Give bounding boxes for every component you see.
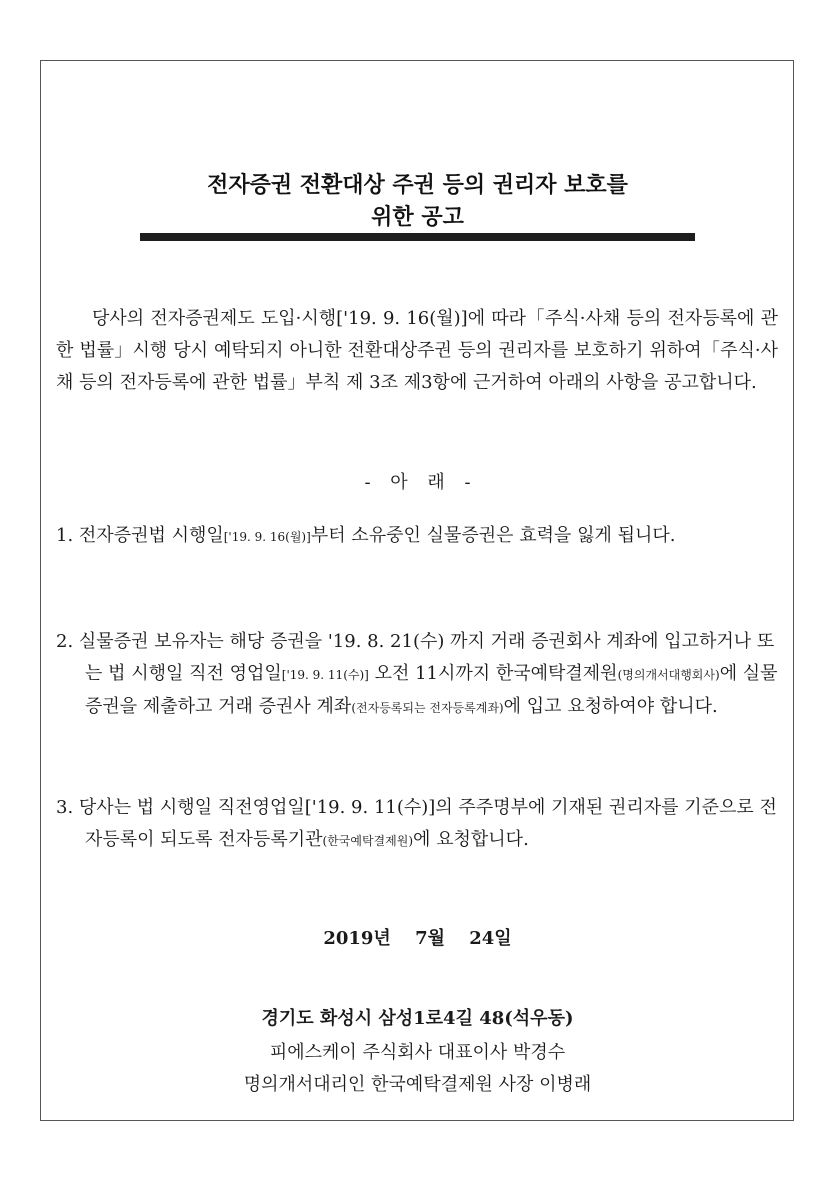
item-account-note: (전자등록되는 전자등록계좌) bbox=[351, 701, 504, 715]
notice-item-1 bbox=[56, 520, 778, 553]
item-number: 2. bbox=[56, 631, 74, 652]
item-body bbox=[56, 792, 778, 857]
item-body bbox=[56, 626, 778, 724]
item-body bbox=[56, 520, 778, 553]
item-agency-note: (명의개서대행회사) bbox=[617, 668, 720, 682]
item-text: 에 요청합니다. bbox=[413, 829, 529, 850]
item-text: 에 입고 요청하여야 합니다. bbox=[503, 696, 718, 717]
item-text: 전자증권법 시행일 bbox=[78, 525, 224, 546]
notice-title-line2: 위한 공고 bbox=[371, 205, 464, 230]
item-text: 오전 11시까지 한국예탁결제원 bbox=[368, 663, 618, 684]
item-number: 1. bbox=[56, 525, 74, 546]
item-date-note: ['19. 9. 16(월)] bbox=[223, 530, 311, 544]
company-address: 경기도 화성시 삼성1로4길 48(석우동) bbox=[261, 1008, 574, 1029]
item-agency-note: (한국예탁결제원) bbox=[322, 834, 414, 848]
section-label: - 아 래 - bbox=[364, 472, 471, 493]
intro-text: 당사의 전자증권제도 도입·시행['19. 9. 16(월)]에 따라「주식·사채 등의 전자등록에 관한 법률」시행 당시 예탁되지 아니한 전환대상주권 등의 권리자를 보호하기 위하여「주식·사채 등의 전자등록에 관한 법률」부칙 제 3조 제3항에 근거하여 아래의 사항을 공고합니다. bbox=[56, 308, 778, 393]
transfer-agent: 명의개서대리인 한국예탁결제원 사장 이병래 bbox=[243, 1074, 592, 1095]
item-date-note: ['19. 9. 11(수)] bbox=[281, 668, 369, 682]
notice-title-line1: 전자증권 전환대상 주권 등의 권리자 보호를 bbox=[207, 173, 628, 198]
title-underline bbox=[140, 233, 695, 241]
item-text: 실물증권 보유자는 해당 증권을 '19. 8. 21(수) 까지 거래 증권회사 계좌에 입고하거나 또는 법 시행일 직전 영업일 bbox=[78, 631, 775, 684]
notice-item-2 bbox=[56, 626, 778, 724]
item-text: 에 실물증권을 제출하고 거래 증권사 계좌 bbox=[85, 663, 778, 717]
item-number: 3. bbox=[56, 797, 74, 818]
item-text: 당사는 법 시행일 직전영업일['19. 9. 11(수)]의 주주명부에 기재된 권리자를 기준으로 전자등록이 되도록 전자등록기관 bbox=[78, 797, 777, 850]
company-representative: 피에스케이 주식회사 대표이사 박경수 bbox=[269, 1042, 566, 1063]
notice-item-3 bbox=[56, 792, 778, 857]
notice-date: 2019년 7월 24일 bbox=[323, 928, 512, 949]
intro-paragraph bbox=[56, 303, 778, 399]
item-text: 부터 소유중인 실물증권은 효력을 잃게 됩니다. bbox=[310, 525, 676, 546]
